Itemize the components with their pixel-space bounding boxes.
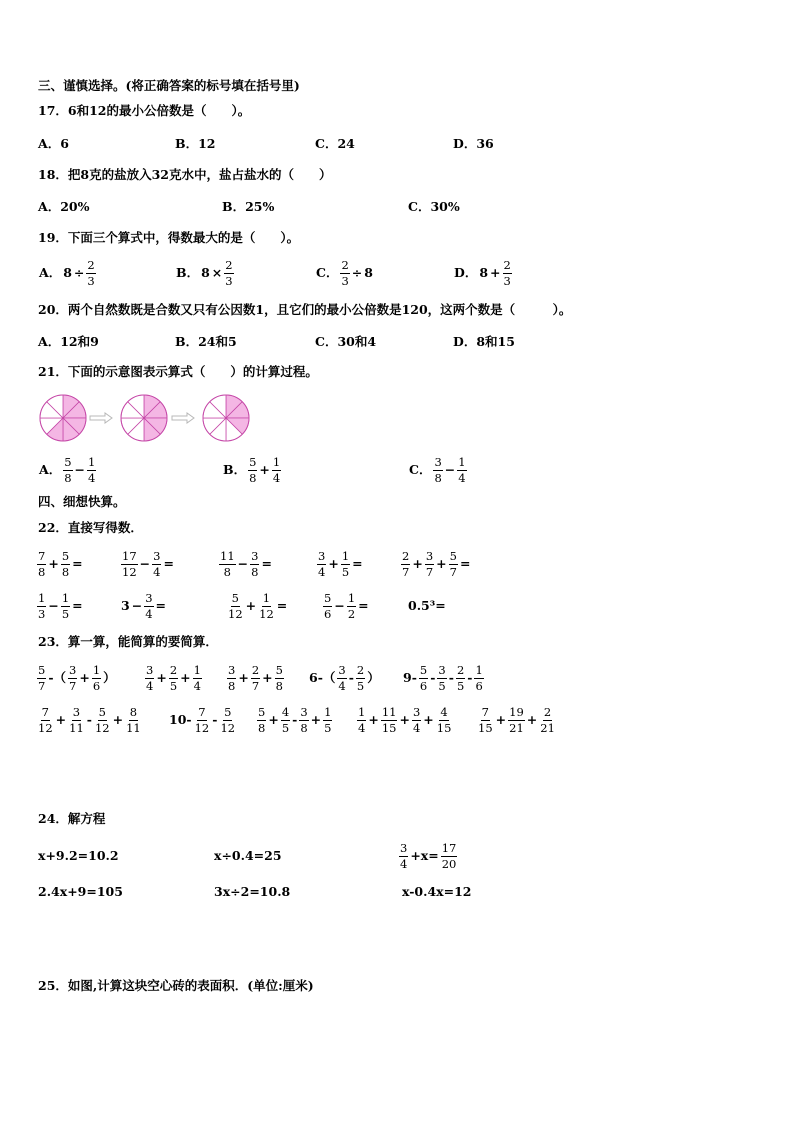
q17-option-b[interactable]: B．12 (175, 136, 216, 151)
q23-expr-4: 6-（ 3 4 - 2 5 ） (309, 662, 380, 693)
q22-expr-9: 5 6 − $\frac{1}{2}$ = (324, 590, 369, 621)
q17-option-c[interactable]: C．24 (315, 136, 355, 151)
fraction: 5 8 (249, 454, 257, 485)
q23-expr-3: 3 8 + $\frac{2}{7}$ + $\frac{5}{8}$ (228, 662, 283, 693)
q22-stem: 22．直接写得数． (38, 520, 143, 535)
arrow-1 (90, 413, 112, 423)
q21-option-a[interactable] (38, 452, 97, 488)
q23-expr-1: 5 7 -（ 3 7 + $\frac{1}{6}$ ） (38, 662, 116, 693)
q23-expr-7: 10- 7 12 - 5 12 (169, 704, 236, 735)
operator: − (444, 461, 456, 477)
term: 8 (364, 264, 373, 280)
q24-stem: 24．解方程 (38, 811, 106, 826)
operator: + (490, 264, 501, 280)
q21-option-b[interactable] (222, 452, 282, 488)
fraction: $\frac{1}{4}$ (88, 454, 96, 485)
q23-expr-5: 9- 5 6 - 3 5 - 2 5 - 1 6 (403, 662, 483, 693)
q20-option-b[interactable]: B．24和5 (175, 334, 237, 349)
q25-stem: 25．如图,计算这块空心砖的表面积．(单位:厘米) (38, 978, 314, 993)
q24-equation-1: x+9.2=10.2 (38, 848, 119, 863)
option-label: A． (39, 264, 62, 280)
q22-expr-4: 3 4 + $\frac{1}{5}$ = (318, 548, 363, 579)
q18-option-b[interactable]: B．25% (222, 199, 275, 214)
term: 8 (63, 264, 72, 280)
q20-option-a[interactable]: A．12和9 (38, 334, 99, 349)
q23-stem: 23．算一算，能简算的要简算． (38, 634, 218, 649)
arrow-2 (172, 413, 194, 423)
option-label: B． (176, 264, 200, 280)
fraction: $\frac{1}{4}$ (272, 454, 281, 485)
q19-option-d[interactable] (453, 256, 513, 290)
q22-expr-3: 11 8 − $\frac{3}{8}$ = (220, 548, 272, 579)
section3-title: 三、谨慎选择。(将正确答案的标号填在括号里) (38, 78, 300, 93)
q23-expr-10: 7 15 + $\frac{19}{21}$ + $\frac{2}{21}$ (478, 704, 555, 735)
q18-option-a[interactable]: A．20% (38, 199, 90, 214)
fraction: 3 8 (434, 454, 442, 485)
q20-option-d[interactable]: D．8和15 (453, 334, 515, 349)
fraction: $\frac{2}{3}$ (87, 257, 95, 288)
q24-equation-4: 2.4x+9=105 (38, 884, 123, 899)
option-label: D． (454, 264, 478, 280)
q19-stem: 19．下面三个算式中，得数最大的是（ ）。 (38, 230, 300, 245)
q24-equation-2: x÷0.4=25 (214, 848, 282, 863)
q21-stem: 21．下面的示意图表示算式（ ）的计算过程。 (38, 364, 318, 379)
q17-option-a[interactable]: A．6 (38, 136, 69, 151)
fraction: $\frac{2}{3}$ (225, 257, 233, 288)
term: 8 (479, 264, 489, 280)
q18-stem: 18．把8克的盐放入32克水中，盐占盐水的（ ） (38, 167, 332, 182)
q20-option-c[interactable]: C．30和4 (315, 334, 377, 349)
operator: ÷ (73, 264, 85, 280)
q22-expr-6: 1 3 − $\frac{1}{5}$ = (38, 590, 83, 621)
q19-option-b[interactable] (175, 256, 235, 290)
operator: + (259, 461, 270, 477)
option-label: C． (409, 461, 432, 477)
pie-chart-3 (203, 395, 249, 441)
fraction: 5 8 (64, 454, 72, 485)
q23-expr-6: 7 12 + $\frac{3}{11}$ - 5 12 + $\frac{8}{11}$ (38, 704, 141, 735)
q19-option-c[interactable] (315, 256, 374, 290)
q22-expr-7: 3 − $\frac{3}{4}$ = (121, 590, 166, 621)
fraction: $\frac{2}{3}$ (503, 257, 511, 288)
operator: × (211, 264, 223, 280)
q24-equation-5: 3x÷2=10.8 (214, 884, 291, 899)
q22-expr-2: 17 12 − $\frac{3}{4}$ = (122, 548, 174, 579)
term: 8 (201, 264, 210, 280)
q23-expr-2: 3 4 + $\frac{2}{5}$ + $\frac{1}{4}$ (146, 662, 201, 693)
q18-option-c[interactable]: C．30% (408, 199, 460, 214)
q19-option-a[interactable] (38, 256, 97, 290)
option-label: B． (223, 461, 247, 477)
q23-expr-8: 5 8 + $\frac{4}{5}$ - 3 8 + $\frac{1}{5}$ (258, 704, 332, 735)
q20-stem: 20．两个自然数既是合数又只有公因数1，且它们的最小公倍数是120，这两个数是（ ）。 (38, 302, 572, 317)
q22-expr-8: 5 12 + $\frac{1}{12}$ = (228, 590, 288, 621)
q22-expr-1: 7 8 + $\frac{5}{8}$ = (38, 548, 83, 579)
q22-expr-5: 2 7 + $\frac{3}{7}$ + $\frac{5}{7}$ = (402, 548, 471, 579)
q21-pie-diagram (38, 393, 258, 443)
q21-option-c[interactable] (408, 452, 468, 488)
q22-expr-10: 0.5³= (408, 598, 446, 613)
q24-equation-6: x-0.4x=12 (402, 884, 472, 899)
fraction: $\frac{2}{3}$ (341, 257, 349, 288)
q17-option-d[interactable]: D．36 (453, 136, 494, 151)
q17-stem: 17．6和12的最小公倍数是（ ）。 (38, 103, 251, 118)
q24-equation-3: 3 4 +x= $\frac{17}{20}$ (400, 840, 457, 871)
q23-expr-9: 1 4 + $\frac{11}{15}$ + $\frac{3}{4}$ + $\frac{4}{15}$ (358, 704, 452, 735)
fraction: $\frac{1}{4}$ (458, 454, 466, 485)
option-label: C． (316, 264, 339, 280)
pie-chart-1 (40, 395, 86, 441)
operator: ÷ (351, 264, 363, 280)
operator: − (74, 461, 86, 477)
option-label: A． (39, 461, 62, 477)
pie-chart-2 (121, 395, 167, 441)
section4-title: 四、细想快算。 (38, 494, 126, 509)
